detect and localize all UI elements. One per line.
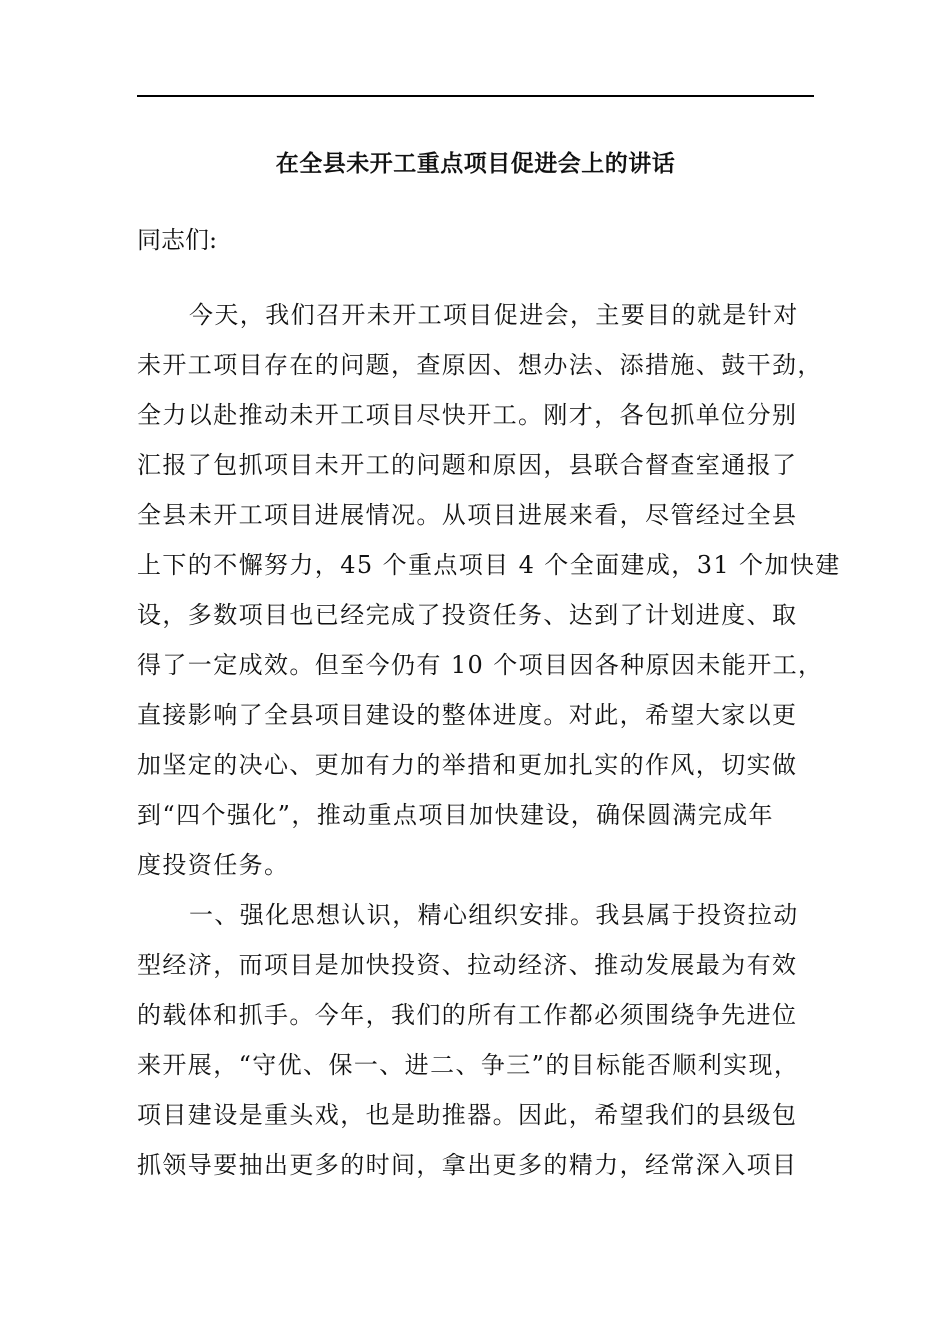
paragraph-line: 来开展，“守优、保一、进二、争三”的目标能否顺利实现， [137,1051,800,1079]
paragraph-line: 未开工项目存在的问题，查原因、想办法、添措施、鼓干劲， [137,351,823,379]
paragraph-line: 设，多数项目也已经完成了投资任务、达到了计划进度、取 [137,601,798,629]
paragraph-line: 得了一定成效。但至今仍有 10 个项目因各种原因未能开工， [137,651,824,679]
paragraph-line: 到“四个强化”，推动重点项目加快建设，确保圆满完成年 [137,801,774,829]
paragraph-line: 项目建设是重头戏，也是助推器。因此，希望我们的县级包 [137,1101,798,1129]
paragraph-line: 直接影响了全县项目建设的整体进度。对此，希望大家以更 [137,701,798,729]
paragraph-line: 一、强化思想认识，精心组织安排。我县属于投资拉动 [189,901,799,929]
paragraph-line: 全力以赴推动未开工项目尽快开工。刚才，各包抓单位分别 [137,401,798,429]
paragraph-line: 的载体和抓手。今年，我们的所有工作都必须围绕争先进位 [137,1001,798,1029]
paragraph-line: 度投资任务。 [137,851,290,879]
salutation: 同志们: [137,226,218,254]
paragraph-line: 今天，我们召开未开工项目促进会，主要目的就是针对 [189,301,799,329]
paragraph-line: 型经济，而项目是加快投资、拉动经济、推动发展最为有效 [137,951,798,979]
paragraph-line: 上下的不懈努力，45 个重点项目 4 个全面建成，31 个加快建 [137,551,841,579]
document-title: 在全县未开工重点项目促进会上的讲话 [275,151,676,177]
paragraph-line: 加坚定的决心、更加有力的举措和更加扎实的作风，切实做 [137,751,798,779]
paragraph-line: 汇报了包抓项目未开工的问题和原因，县联合督查室通报了 [137,451,798,479]
header-rule [137,95,814,97]
paragraph-line: 全县未开工项目进展情况。从项目进展来看，尽管经过全县 [137,501,798,529]
paragraph-line: 抓领导要抽出更多的时间，拿出更多的精力，经常深入项目 [137,1151,798,1179]
